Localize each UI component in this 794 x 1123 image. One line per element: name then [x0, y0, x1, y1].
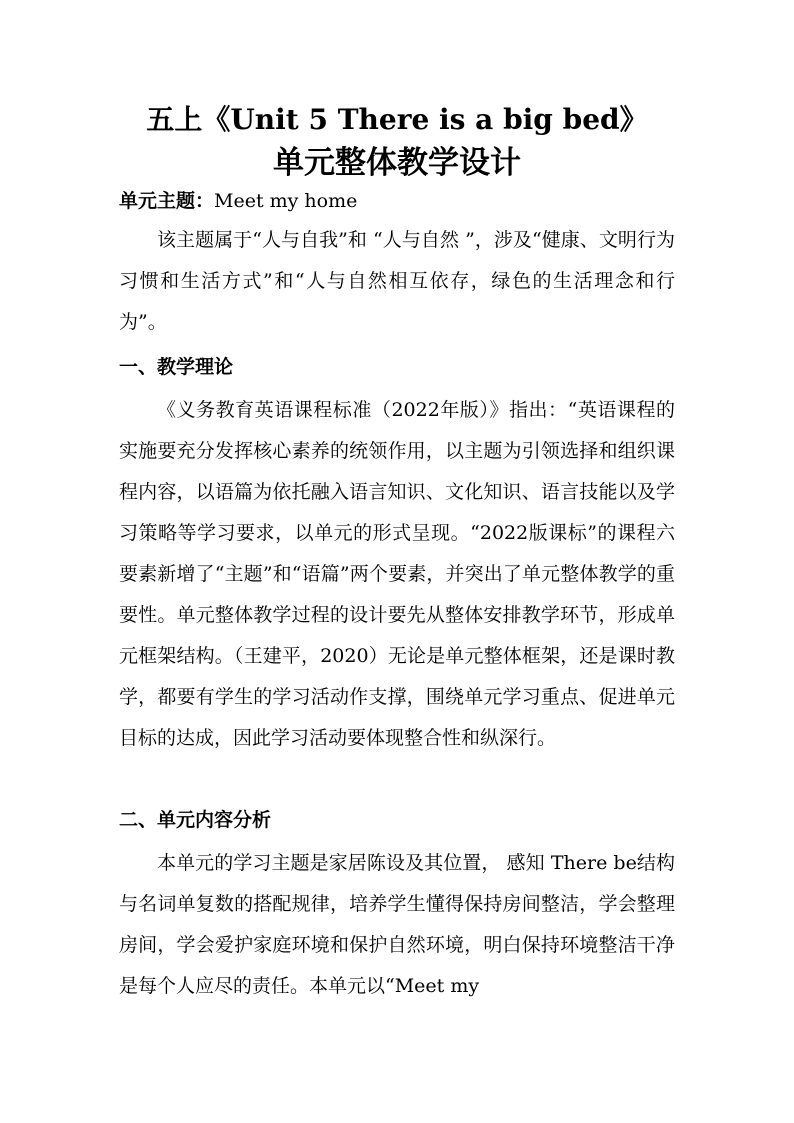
teaching-theory-paragraph: 《义务教育英语课程标准（2022年版）》指出：“英语课程的实施要充分发挥核心素养的统领作用，以主题为引领选择和组织课程内容，以语篇为依托融入语言知识、文化知识、语言技能以及学习策略等学习要求，以单元的形式呈现。“2022版课标”的课程六要素新增了“主题”和“语篇”两个要素，并突出了单元整体教学的重要性。单元整体教学过程的设计要先从整体安排教学环节，形成单元框架结构。（王建平，2020）无论是单元整体框架，还是课时教学，都要有学生的学习活动作支撑，围绕单元学习重点、促进单元目标的达成，因此学习活动要体现整合性和纵深行。 [119, 399, 675, 749]
unit-theme-line [119, 184, 675, 218]
section-heading-content-analysis: 二、单元内容分析 [119, 809, 272, 831]
unit-theme-value: Meet my home [214, 190, 358, 212]
document-title-line2: 单元整体教学设计 [273, 145, 521, 181]
section-heading-teaching-theory: 一、教学理论 [119, 356, 234, 378]
document-title-line1: 五上《Unit 5 There is a big bed》 [146, 103, 648, 136]
unit-theme-label: 单元主题： [119, 190, 215, 212]
content-analysis-paragraph: 本单元的学习主题是家居陈设及其位置， 感知 There be结构与名词单复数的搭配规律，培养学生懂得保持房间整洁，学会整理房间，学会爱护家庭环境和保护自然环境，明白保持环境整洁干净是每个人应尽的责任。本单元以“Meet my [119, 852, 675, 997]
theme-paragraph: 该主题属于“人与自我”和 “人与自然 ”，涉及“健康、文明行为习惯和生活方式”和“人与自然相互依存，绿色的生活理念和行为”。 [119, 229, 675, 333]
